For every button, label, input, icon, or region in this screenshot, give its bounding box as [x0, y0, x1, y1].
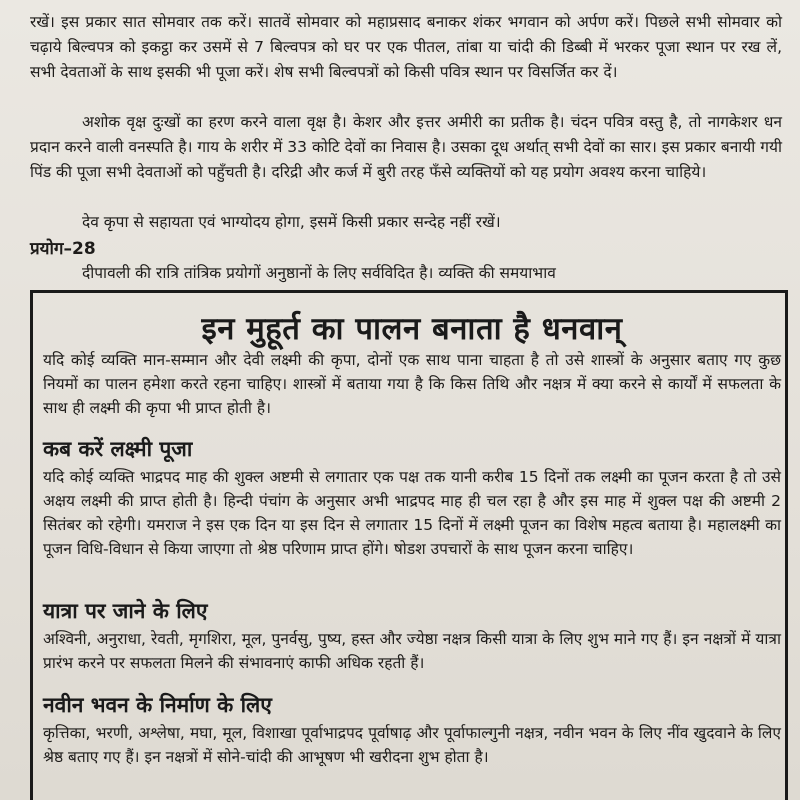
paragraph-ashok-vriksh: [30, 110, 782, 185]
paragraph-text: यदि कोई व्यक्ति भाद्रपद माह की शुक्ल अष्टमी से लगातार एक पक्ष तक यानी करीब 15 दिनों तक लक्ष्मी का पूजन करता है तो उसे अक्षय लक्ष्मी की प्राप्त होती है। हिन्दी पंचांग के अनुसार अभी भाद्रपद माह ही चल रहा है और इस माह में शुक्ल पक्ष की अष्टमी 2 सितंबर को रहेगी। यमराज ने इस एक दिन या इस दिन से लगातार 15 दिनों में लक्ष्मी पूजन का विशेष महत्व बताया है। महालक्ष्मी का पूजन विधि-विधान से किया जाएगा तो श्रेष्ठ परिणाम प्राप्त होंगे। षोडश उपचारों के साथ पूजन करना चाहिए।: [43, 468, 781, 558]
paragraph-dev-kripa: [30, 210, 782, 235]
paragraph-text: अशोक वृक्ष दुःखों का हरण करने वाला वृक्ष है। केशर और इत्तर अमीरी का प्रतीक है। चंदन पवित्र वस्तु है, तो नागकेशर धन प्रदान करने वाली वनस्पति है। गाय के शरीर में 33 कोटि देवों का निवास है। उसका दूध अर्थात् सभी देवों का सार। इस प्रकार बनायी गयी पिंड की पूजा सभी देवताओं को पहुँचती है। दरिद्री और कर्ज में बुरी तरह फँसे व्यक्तियों को यह प्रयोग अवश्य करना चाहिये।: [30, 113, 782, 181]
section-heading-lakshmi-puja: कब करें लक्ष्मी पूजा: [43, 437, 193, 461]
section-body-lakshmi-puja: [43, 465, 781, 561]
box-intro: [43, 348, 781, 420]
muhurat-box: [30, 290, 788, 800]
paragraph-text: अश्विनी, अनुराधा, रेवती, मृगशिरा, मूल, पुनर्वसु, पुष्य, हस्त और ज्येष्ठा नक्षत्र किसी यात्रा के लिए शुभ माने गए हैं। इन नक्षत्रों में यात्रा प्रारंभ करने पर सफलता मिलने की संभावनाएं काफी अधिक रहती हैं।: [43, 630, 781, 672]
section-heading-yatra: यात्रा पर जाने के लिए: [43, 599, 208, 623]
paragraph-text: दीपावली की रात्रि तांत्रिक प्रयोगों अनुष्ठानों के लिए सर्वविदित है। व्यक्ति की समयाभाव: [82, 264, 556, 282]
section-heading-naveen-bhavan: नवीन भवन के निर्माण के लिए: [43, 693, 272, 717]
paragraph-deepawali: [30, 261, 782, 286]
section-body-naveen-bhavan: [43, 721, 781, 769]
paragraph-text: कृत्तिका, भरणी, अश्लेषा, मघा, मूल, विशाखा पूर्वाभाद्रपद पूर्वाषाढ़ और पूर्वाफाल्गुनी नक्षत्र, नवीन भवन के लिए नींव खुदवाने के लिए श्रेष्ठ बताए गए हैं। इन नक्षत्रों में सोने-चांदी की आभूषण भी खरीदना शुभ होता है।: [43, 724, 781, 766]
box-title: इन मुहूर्त का पालन बनाता है धनवान्: [201, 311, 623, 347]
section-body-yatra: [43, 627, 781, 675]
paragraph-text: देव कृपा से सहायता एवं भाग्योदय होगा, इसमें किसी प्रकार सन्देह नहीं रखें।: [82, 213, 501, 231]
paragraph-text: रखें। इस प्रकार सात सोमवार तक करें। सातवें सोमवार को महाप्रसाद बनाकर शंकर भगवान को अर्पण करें। पिछले सभी सोमवार को चढ़ाये बिल्वपत्र को इकट्ठा कर उसमें से 7 बिल्वपत्र को घर पर एक पीतल, तांबा या चांदी की डिब्बी में भरकर पूजा स्थान पर रख लें, सभी देवताओं के साथ इसकी भी पूजा करें। शेष सभी बिल्वपत्रों को किसी पवित्र स्थान पर विसर्जित कर दें।: [30, 13, 782, 81]
paragraph-shiv-puja: [30, 10, 782, 85]
paragraph-text: यदि कोई व्यक्ति मान-सम्मान और देवी लक्ष्मी की कृपा, दोनों एक साथ पाना चाहता है तो उसे शास्त्रों के अनुसार बताए गए कुछ नियमों का पालन हमेशा करते रहना चाहिए। शास्त्रों में बताया गया है कि किस तिथि और नक्षत्र में क्या करने से कार्यों में सफलता के साथ ही लक्ष्मी की कृपा भी प्राप्त होती है।: [43, 351, 781, 417]
prayog-heading: प्रयोग–28: [30, 239, 96, 259]
